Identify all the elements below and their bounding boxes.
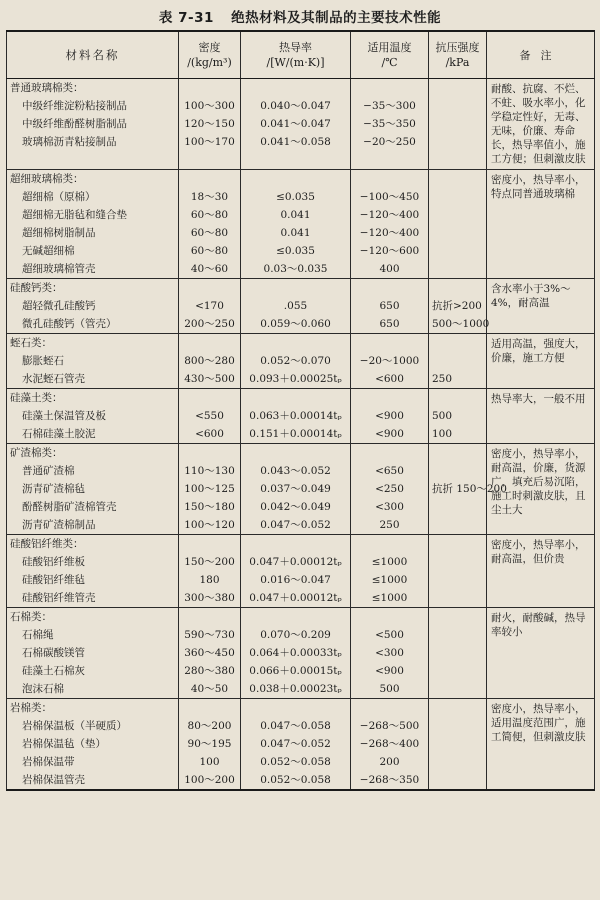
density-value: 18～30	[190, 191, 229, 203]
temperature-value: −120～600	[359, 245, 420, 257]
material-group	[7, 334, 595, 389]
conductivity-cell	[241, 444, 351, 535]
material-name: 普通矿渣棉	[22, 465, 75, 477]
strength-cell	[429, 608, 487, 699]
conductivity-value: 0.047＋0.00012tₚ	[249, 592, 342, 604]
density-value: 280～380	[184, 665, 235, 677]
material-name: 超轻微孔硅酸钙	[22, 300, 96, 312]
spacer	[244, 535, 347, 553]
strength-cell	[429, 334, 487, 389]
temperature-value: ≤1000	[371, 574, 408, 586]
conductivity-value: 0.037～0.049	[260, 483, 331, 495]
spacer	[182, 334, 237, 352]
temperature-value: −20～250	[363, 136, 416, 148]
temperature-value: ≤1000	[371, 592, 408, 604]
temperature-value: 200	[379, 756, 400, 768]
table-row	[7, 699, 595, 791]
material-name: 超细棉（原棉）	[22, 191, 96, 203]
temperature-cell	[351, 608, 429, 699]
conductivity-value: 0.151＋0.00014tₚ	[249, 428, 342, 440]
temperature-value: <600	[375, 373, 404, 385]
strength-value	[432, 717, 483, 735]
spacer	[244, 279, 347, 297]
note-text: 含水率小于3%～4%，耐高温	[491, 283, 571, 309]
temperature-cell	[351, 699, 429, 791]
conductivity-value: 0.041～0.047	[260, 118, 331, 130]
strength-value	[432, 352, 483, 370]
spacer	[354, 389, 425, 407]
spacer	[432, 699, 483, 717]
conductivity-value: .055	[283, 300, 308, 312]
header-density: 密度 /(kg/m³)	[179, 31, 241, 79]
density-cell	[179, 535, 241, 608]
conductivity-value: 0.047＋0.00012tₚ	[249, 556, 342, 568]
conductivity-value: 0.064＋0.00033tₚ	[249, 647, 342, 659]
temperature-value: <500	[375, 629, 404, 641]
conductivity-value: 0.059～0.060	[260, 318, 331, 330]
conductivity-value: 0.041～0.058	[260, 136, 331, 148]
material-name: 超细玻璃棉管壳	[22, 263, 96, 275]
material-name: 硅酸铝纤维管壳	[22, 592, 96, 604]
density-value: 150～180	[184, 501, 235, 513]
strength-value	[432, 516, 483, 534]
density-value: 100	[199, 756, 220, 768]
conductivity-value: 0.063＋0.00014tₚ	[249, 410, 342, 422]
density-value: <600	[195, 428, 224, 440]
strength-cell	[429, 444, 507, 535]
spacer	[432, 334, 483, 352]
note-text: 密度小，热导率小，适用温度范围广，施工简便，但刺激皮肤	[491, 703, 586, 743]
material-name: 微孔硅酸钙（管壳）	[22, 318, 117, 330]
temperature-value: 400	[379, 263, 400, 275]
material-name-cell	[7, 79, 179, 170]
material-name: 岩棉保温板（半硬质）	[22, 720, 127, 732]
temperature-value: −35～300	[363, 100, 416, 112]
material-name-cell	[7, 279, 179, 334]
temperature-value: −20～1000	[359, 355, 420, 367]
strength-value	[432, 735, 483, 753]
material-name: 岩棉保温带	[22, 756, 75, 768]
spacer	[432, 389, 483, 407]
conductivity-value: 0.047～0.052	[260, 519, 331, 531]
note-cell	[487, 170, 595, 279]
spacer	[354, 608, 425, 626]
density-cell	[179, 79, 241, 170]
temperature-cell	[351, 389, 429, 444]
temperature-value: <900	[375, 410, 404, 422]
strength-value	[432, 498, 483, 516]
table-row	[7, 535, 595, 608]
note-text: 耐酸、抗腐、不烂、不蛀、吸水率小，化学稳定性好，无毒、无味，价廉、寿命长，热导率值小，施工方便；但刺激皮肤	[491, 83, 586, 165]
header-name: 材料名称	[7, 31, 179, 79]
density-value: <170	[195, 300, 224, 312]
material-name: 沥青矿渣棉毡	[22, 483, 85, 495]
insulation-table	[6, 30, 595, 791]
material-name: 石棉绳	[22, 629, 54, 641]
density-value: 100～120	[184, 519, 235, 531]
conductivity-cell	[241, 279, 351, 334]
density-value: 180	[199, 574, 220, 586]
temperature-cell	[351, 444, 429, 535]
note-text: 密度小，热导率小，耐高温，但价贵	[491, 539, 586, 565]
temperature-value: <900	[375, 665, 404, 677]
density-value: 100～200	[184, 774, 235, 786]
header-conductivity: 热导率 /[W/(m·K)]	[241, 31, 351, 79]
spacer	[244, 699, 347, 717]
temperature-value: −100～450	[359, 191, 420, 203]
strength-cell	[429, 535, 487, 608]
temperature-value: −268～500	[359, 720, 420, 732]
spacer	[244, 389, 347, 407]
conductivity-value: 0.041	[280, 209, 311, 221]
density-value: 800～280	[184, 355, 235, 367]
temperature-value: <300	[375, 501, 404, 513]
conductivity-value: 0.052～0.070	[260, 355, 331, 367]
material-name-cell	[7, 389, 179, 444]
strength-value: 抗折 150～200	[432, 483, 507, 495]
strength-value: 250	[432, 373, 453, 385]
conductivity-value: 0.03～0.035	[263, 263, 328, 275]
density-value: 300～380	[184, 592, 235, 604]
group-title: 石棉类：	[10, 611, 52, 623]
header-temperature: 适用温度 /℃	[351, 31, 429, 79]
table-number: 表 7-31	[158, 10, 214, 26]
conductivity-value: 0.042～0.049	[260, 501, 331, 513]
material-name: 超细棉树脂制品	[22, 227, 96, 239]
conductivity-value: 0.038＋0.00023tₚ	[249, 683, 342, 695]
note-cell	[487, 444, 595, 535]
table-row	[7, 334, 595, 389]
conductivity-value: 0.052～0.058	[260, 774, 331, 786]
strength-value	[432, 680, 483, 698]
conductivity-value: 0.041	[280, 227, 311, 239]
temperature-value: −268～400	[359, 738, 420, 750]
material-name: 中级纤维淀粉粘接制品	[22, 100, 127, 112]
strength-value	[432, 571, 483, 589]
conductivity-cell	[241, 699, 351, 791]
temperature-cell	[351, 170, 429, 279]
conductivity-cell	[241, 608, 351, 699]
material-name-cell	[7, 334, 179, 389]
conductivity-cell	[241, 535, 351, 608]
strength-value	[432, 242, 483, 260]
spacer	[432, 170, 483, 188]
density-value: 100～125	[184, 483, 235, 495]
temperature-cell	[351, 334, 429, 389]
material-name: 硅酸铝纤维毡	[22, 574, 85, 586]
material-group	[7, 444, 595, 535]
temperature-cell	[351, 79, 429, 170]
strength-value	[432, 97, 483, 115]
table-row	[7, 79, 595, 170]
material-group	[7, 389, 595, 444]
density-value: 40～60	[190, 263, 229, 275]
conductivity-value: 0.047～0.058	[260, 720, 331, 732]
spacer	[432, 444, 483, 462]
material-name: 硅酸铝纤维板	[22, 556, 85, 568]
group-title: 矿渣棉类：	[10, 447, 63, 459]
spacer	[182, 389, 237, 407]
group-title: 岩棉类：	[10, 702, 52, 714]
spacer	[182, 79, 237, 97]
strength-value	[432, 753, 483, 771]
spacer	[182, 699, 237, 717]
density-value: 590～730	[184, 629, 235, 641]
group-title: 蛭石类：	[10, 337, 52, 349]
temperature-value: 650	[379, 300, 400, 312]
note-text: 热导率大，一般不用	[491, 393, 586, 405]
conductivity-cell	[241, 389, 351, 444]
density-cell	[179, 699, 241, 791]
spacer	[432, 608, 483, 626]
density-cell	[179, 608, 241, 699]
strength-value	[432, 260, 483, 278]
material-name-cell	[7, 170, 179, 279]
temperature-value: <650	[375, 465, 404, 477]
material-name: 硅藻土石棉灰	[22, 665, 85, 677]
density-cell	[179, 389, 241, 444]
temperature-value: −268～350	[359, 774, 420, 786]
table-row	[7, 608, 595, 699]
material-name: 超细棉无脂毡和缝合垫	[22, 209, 127, 221]
conductivity-value: 0.040～0.047	[260, 100, 331, 112]
note-cell	[487, 699, 595, 791]
conductivity-value: 0.093＋0.00025tₚ	[249, 373, 342, 385]
table-header	[7, 31, 595, 79]
strength-value	[432, 188, 483, 206]
note-text: 密度小，热导率小，特点同普通玻璃棉	[491, 174, 586, 200]
density-value: 100～170	[184, 136, 235, 148]
material-group	[7, 170, 595, 279]
density-value: 200～250	[184, 318, 235, 330]
density-value: 100～300	[184, 100, 235, 112]
table-caption	[0, 6, 600, 26]
table-row	[7, 389, 595, 444]
density-value: 90～195	[187, 738, 232, 750]
spacer	[244, 79, 347, 97]
material-group	[7, 535, 595, 608]
temperature-cell	[351, 535, 429, 608]
strength-cell	[429, 170, 487, 279]
group-title: 硅酸钙类：	[10, 282, 63, 294]
strength-value: 500～1000	[432, 318, 490, 330]
strength-value	[432, 771, 483, 789]
material-name-cell	[7, 535, 179, 608]
material-group	[7, 608, 595, 699]
density-cell	[179, 444, 241, 535]
density-value: 120～150	[184, 118, 235, 130]
strength-cell	[429, 699, 487, 791]
spacer	[354, 334, 425, 352]
strength-value: 100	[432, 428, 453, 440]
conductivity-value: 0.043～0.052	[260, 465, 331, 477]
density-value: 60～80	[190, 209, 229, 221]
group-title: 硅藻土类：	[10, 392, 63, 404]
note-cell	[487, 535, 595, 608]
material-name: 酚醛树脂矿渣棉管壳	[22, 501, 117, 513]
temperature-value: −35～350	[363, 118, 416, 130]
density-value: 80～200	[187, 720, 232, 732]
strength-cell	[429, 79, 487, 170]
strength-value	[432, 462, 483, 480]
strength-value	[432, 553, 483, 571]
conductivity-cell	[241, 79, 351, 170]
material-name: 岩棉保温毡（垫）	[22, 738, 106, 750]
conductivity-cell	[241, 170, 351, 279]
density-cell	[179, 170, 241, 279]
spacer	[244, 334, 347, 352]
temperature-value: <300	[375, 647, 404, 659]
density-value: <550	[195, 410, 224, 422]
conductivity-value: ≤0.035	[276, 245, 315, 257]
spacer	[432, 279, 483, 297]
density-value: 150～200	[184, 556, 235, 568]
strength-value	[432, 224, 483, 242]
header-strength: 抗压强度 /kPa	[429, 31, 487, 79]
table-row	[7, 279, 595, 334]
conductivity-cell	[241, 334, 351, 389]
spacer	[432, 79, 483, 97]
strength-value: 500	[432, 410, 453, 422]
material-name: 泡沫石棉	[22, 683, 64, 695]
conductivity-value: ≤0.035	[276, 191, 315, 203]
density-value: 360～450	[184, 647, 235, 659]
material-name: 岩棉保温管壳	[22, 774, 85, 786]
group-title: 普通玻璃棉类：	[10, 82, 84, 94]
spacer	[244, 608, 347, 626]
spacer	[182, 444, 237, 462]
note-text: 适用高温，强度大，价廉，施工方便	[491, 338, 586, 364]
strength-value	[432, 133, 483, 151]
table-title: 绝热材料及其制品的主要技术性能	[231, 10, 442, 26]
strength-value	[432, 206, 483, 224]
temperature-value: −120～400	[359, 209, 420, 221]
conductivity-value: 0.052～0.058	[260, 756, 331, 768]
density-cell	[179, 334, 241, 389]
material-name-cell	[7, 444, 179, 535]
note-cell	[487, 389, 595, 444]
strength-cell	[429, 389, 487, 444]
strength-value	[432, 662, 483, 680]
table-row	[7, 444, 595, 535]
material-name: 中级纤维酚醛树脂制品	[22, 118, 127, 130]
header-note: 备注	[487, 31, 595, 79]
spacer	[354, 535, 425, 553]
density-value: 40～50	[190, 683, 229, 695]
note-cell	[487, 79, 595, 170]
spacer	[354, 444, 425, 462]
material-name: 膨胀蛭石	[22, 355, 64, 367]
density-value: 110～130	[184, 465, 235, 477]
density-value: 60～80	[190, 245, 229, 257]
strength-value	[432, 626, 483, 644]
spacer	[354, 170, 425, 188]
note-cell	[487, 279, 595, 334]
material-name: 玻璃棉沥青粘接制品	[22, 136, 117, 148]
group-title: 硅酸铝纤维类：	[10, 538, 84, 550]
spacer	[354, 279, 425, 297]
note-text: 密度小，热导率小，耐高温，价廉，货源广，填充后易沉陷，施工时刺激皮肤，且尘土大	[491, 448, 586, 516]
density-value: 60～80	[190, 227, 229, 239]
temperature-value: −120～400	[359, 227, 420, 239]
spacer	[182, 608, 237, 626]
material-group	[7, 279, 595, 334]
strength-value	[432, 589, 483, 607]
material-name-cell	[7, 608, 179, 699]
spacer	[182, 535, 237, 553]
temperature-value: 650	[379, 318, 400, 330]
density-value: 430～500	[184, 373, 235, 385]
density-cell	[179, 279, 241, 334]
spacer	[432, 535, 483, 553]
note-cell	[487, 608, 595, 699]
material-name: 水泥蛭石管壳	[22, 373, 85, 385]
material-name: 硅藻土保温管及板	[22, 410, 106, 422]
material-name: 沥青矿渣棉制品	[22, 519, 96, 531]
temperature-value: <250	[375, 483, 404, 495]
spacer	[354, 79, 425, 97]
group-title: 超细玻璃棉类：	[10, 173, 84, 185]
spacer	[182, 170, 237, 188]
table-row	[7, 170, 595, 279]
note-cell	[487, 334, 595, 389]
spacer	[244, 170, 347, 188]
material-name: 石棉碳酸镁管	[22, 647, 85, 659]
temperature-cell	[351, 279, 429, 334]
conductivity-value: 0.070～0.209	[260, 629, 331, 641]
temperature-value: ≤1000	[371, 556, 408, 568]
conductivity-value: 0.066＋0.00015tₚ	[249, 665, 342, 677]
temperature-value: 500	[379, 683, 400, 695]
conductivity-value: 0.016～0.047	[260, 574, 331, 586]
note-text: 耐火，耐酸碱，热导率较小	[491, 612, 586, 638]
material-group	[7, 79, 595, 170]
temperature-value: 250	[379, 519, 400, 531]
material-name: 石棉硅藻土胶泥	[22, 428, 96, 440]
strength-cell	[429, 279, 490, 334]
spacer	[244, 444, 347, 462]
material-group	[7, 699, 595, 791]
spacer	[354, 699, 425, 717]
strength-value	[432, 644, 483, 662]
conductivity-value: 0.047～0.052	[260, 738, 331, 750]
spacer	[182, 279, 237, 297]
material-name-cell	[7, 699, 179, 791]
strength-value: 抗折>200	[432, 300, 482, 312]
temperature-value: <900	[375, 428, 404, 440]
material-name: 无碱超细棉	[22, 245, 75, 257]
strength-value	[432, 115, 483, 133]
